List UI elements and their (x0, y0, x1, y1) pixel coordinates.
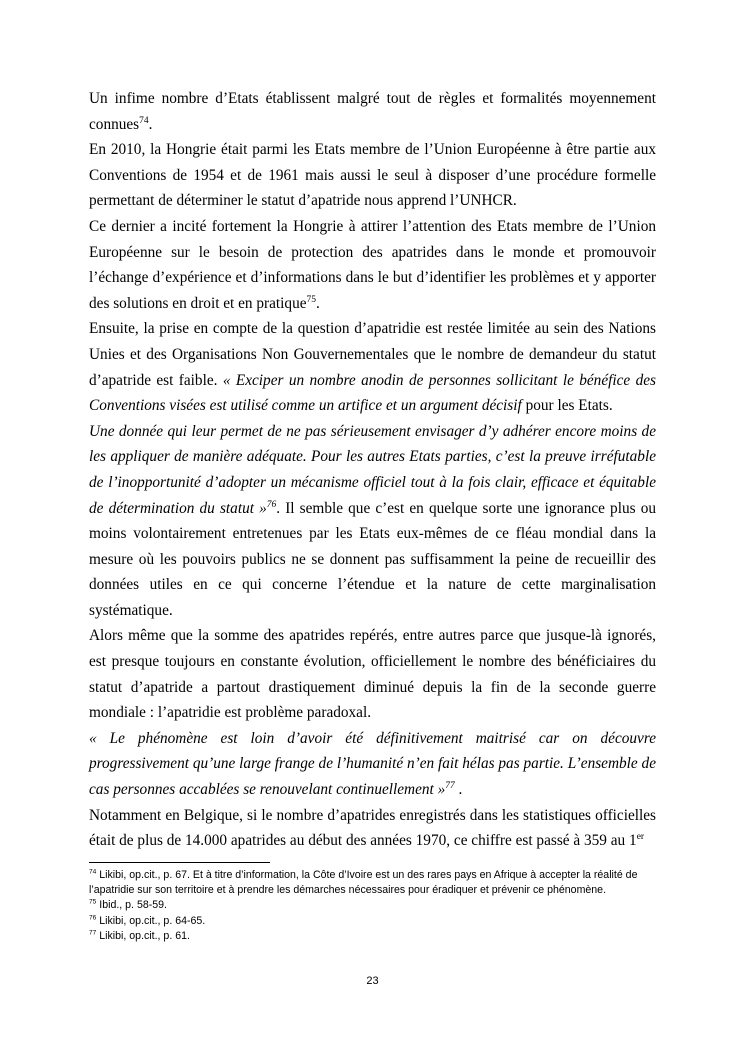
body-text (89, 86, 656, 854)
paragraph-text: En 2010, la Hongrie était parmi les Etats membre de l’Union Européenne à être partie aux Conventions de 1954 et de 1961 mais aussi le seul à disposer d’une procédure formelle permettant de déterminer le statut d’apatride nous apprend l’UNHCR. (89, 141, 656, 210)
footnote-text: Likibi, op.cit., p. 64-65. (96, 914, 206, 927)
paragraph-2 (89, 137, 656, 214)
paragraph-text: Notamment en Belgique, si le nombre d’apatrides enregistrés dans les statistiques officielles était de plus de 14.000 apatrides au début des années 1970, ce chiffre est passé à 359 au 1 (89, 806, 656, 850)
paragraph-text: Ce dernier a incité fortement la Hongrie à attirer l’attention des Etats membre de l’Union Européenne sur le besoin de protection des apatrides dans le monde et promouvoir l’échange d’expérience et d’informations dans le but d’identifier les problèmes et y apporter des solutions en droit et en pratique (89, 217, 656, 312)
footnote-text: Likibi, op.cit., p. 67. Et à titre d’information, la Côte d’Ivoire est un des rares pays en Afrique à accepter la réalité de l’apatridie sur son territoire et à prendre les démarches nécessaires pour éradiquer et prévenir ce phénomène. (89, 869, 638, 897)
paragraph-8 (89, 803, 656, 854)
paragraph-text: Ensuite, la prise en compte de la question d’apatridie est restée limitée au sein des Nations Unies et des Organisations Non Gouvernementales que le nombre de demandeur du statut d’apatride est faible. (89, 320, 656, 389)
footnote-ref-74[interactable]: 74 (139, 115, 149, 126)
footnotes (89, 868, 656, 944)
footnote-75 (89, 898, 656, 913)
paragraph-end: . (148, 115, 153, 133)
paragraph-4 (89, 316, 656, 418)
italic-quote: Une donnée qui leur permet de ne pas sérieusement envisager d’y adhérer encore moins de les appliquer de manière adéquate. Pour les autres Etats parties, c’est la preuve irréfutable de l’inopportunité d’adopter un mécanisme officiel tout à la fois clair, efficace et équitable de détermination du statut » (89, 422, 656, 517)
footnote-text: Likibi, op.cit., p. 61. (96, 929, 190, 942)
footnote-separator (89, 862, 270, 863)
paragraph-text: Alors même que la somme des apatrides repérés, entre autres parce que jusque-là ignorés, est presque toujours en constante évolution, officiellement le nombre des bénéficiaires du statut d’apatride a partout drastiquement diminué depuis la fin de la seconde guerre mondiale : l’apatridie est problème paradoxal. (89, 627, 656, 722)
footnote-text: Ibid., p. 58-59. (96, 899, 167, 912)
footnote-ref-75[interactable]: 75 (306, 294, 316, 305)
footnote-76 (89, 914, 656, 929)
footnote-number: 74 (89, 868, 97, 876)
italic-quote: « Exciper un nombre anodin de personnes sollicitant le bénéfice des Conventions visées est utilisé comme un artifice et un argument décisif (89, 371, 656, 415)
footnote-77 (89, 929, 656, 944)
footnote-ref-76[interactable]: 76 (266, 499, 277, 510)
footnote-number: 75 (89, 898, 97, 906)
paragraph-end: . (315, 294, 320, 312)
footnote-ref-77[interactable]: 77 (445, 780, 455, 791)
paragraph-text: Un infime nombre d’Etats établissent malgré tout de règles et formalités moyennement connues (89, 90, 656, 133)
footnote-number: 77 (89, 929, 97, 937)
page-number: 23 (366, 975, 379, 987)
ordinal-superscript: er (636, 832, 645, 843)
paragraph-end: . (454, 781, 463, 799)
paragraph-end: pour les Etats. (521, 397, 613, 415)
paragraph-6 (89, 623, 656, 725)
footnote-number: 76 (89, 914, 97, 922)
footnote-74 (89, 868, 656, 898)
paragraph-1 (89, 86, 656, 137)
italic-quote: « Le phénomène est loin d’avoir été définitivement maitrisé car on découvre progressivement qu’une large frange de l’humanité n’en fait hélas pas partie. L’ensemble de cas personnes accablées se renouvelant continuellement » (89, 729, 656, 799)
paragraph-3 (89, 214, 656, 316)
paragraph-5 (89, 419, 656, 624)
paragraph-end: . Il semble que c’est en quelque sorte une ignorance plus ou moins volontairement entretenues par les Etats eux-mêmes de ce fléau mondial dans la mesure où les pouvoirs publics ne se donnent pas suffisamment la peine de recueillir des données utiles en ce qui concerne l’étendue et la nature de cette marginalisation systématique. (89, 499, 656, 619)
paragraph-7 (89, 726, 656, 803)
